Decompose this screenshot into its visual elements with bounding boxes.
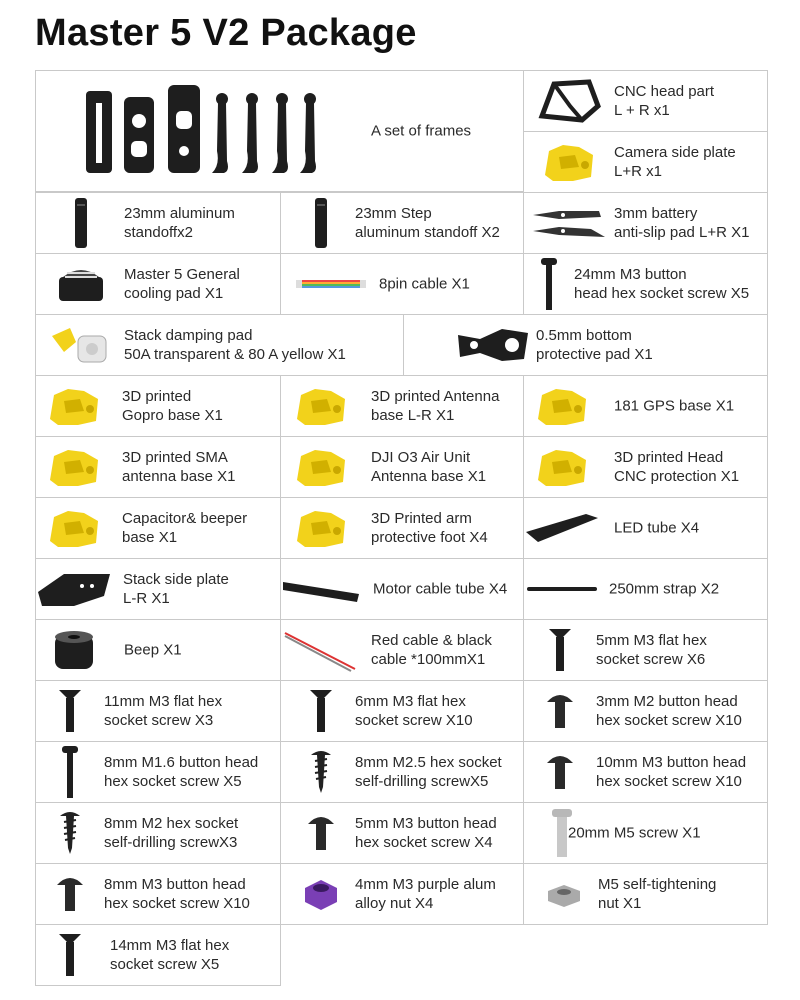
item-label <box>124 265 240 303</box>
item-label-line: cable *100mmX1 <box>371 651 486 668</box>
package-item <box>280 375 524 437</box>
item-label <box>371 509 488 547</box>
wires-icon <box>281 620 361 680</box>
package-item <box>523 131 768 193</box>
package-item <box>280 863 524 925</box>
package-item <box>35 253 281 315</box>
item-label-line: protective foot X4 <box>371 529 488 546</box>
item-label-line: 3D printed Head <box>614 449 724 466</box>
item-label-line: Stack damping pad <box>124 327 253 344</box>
flat-screw-icon <box>547 620 573 680</box>
item-label <box>598 875 716 913</box>
side-plate-icon <box>34 559 114 619</box>
item-label-line: Capacitor& beeper <box>122 510 248 527</box>
item-label <box>122 448 235 486</box>
item-label <box>596 692 742 730</box>
item-label-line: 8mm M2.5 hex socket <box>355 754 502 771</box>
item-label-line: self-drilling screwX5 <box>355 773 489 790</box>
package-item <box>523 192 768 254</box>
silver-nut-icon <box>544 864 584 924</box>
item-label-line: L + R x1 <box>614 102 670 119</box>
page-title: Master 5 V2 Package <box>35 12 417 54</box>
item-label <box>379 275 470 294</box>
package-item <box>523 558 768 620</box>
item-label <box>614 448 739 486</box>
button-screw-icon <box>55 864 85 924</box>
package-item <box>35 802 281 864</box>
package-item <box>35 741 281 803</box>
package-item <box>523 436 768 498</box>
drill-screw-icon <box>58 803 82 863</box>
standoff-icon <box>311 193 331 253</box>
item-label-line: Motor cable tube X4 <box>373 580 508 598</box>
item-label-line: 3mm M2 button head <box>596 693 738 710</box>
item-label-line: LED tube X4 <box>614 519 700 537</box>
cnc-head-icon <box>534 71 604 131</box>
item-label-line: 8mm M2 hex socket <box>104 815 239 832</box>
item-label <box>371 631 492 669</box>
item-label-line: L+R x1 <box>614 163 662 180</box>
package-item <box>280 497 524 559</box>
item-label-line: head hex socket screw X5 <box>574 285 750 302</box>
item-label <box>371 122 471 141</box>
long-screw-icon <box>539 254 559 314</box>
item-label <box>371 387 499 425</box>
item-label-line: hex socket screw X10 <box>596 712 742 729</box>
package-item <box>523 497 768 559</box>
item-label-line: hex socket screw X10 <box>104 895 250 912</box>
item-label <box>355 875 496 913</box>
item-label <box>574 265 749 303</box>
package-item <box>280 253 524 315</box>
item-label-line: self-drilling screwX3 <box>104 834 238 851</box>
package-item <box>35 497 281 559</box>
item-label <box>123 570 229 608</box>
item-label-line: Stack side plate <box>123 571 229 588</box>
item-label-line: antenna base X1 <box>122 468 236 485</box>
package-item <box>523 70 768 132</box>
item-label <box>124 204 235 242</box>
package-item <box>35 314 404 376</box>
button-screw-icon <box>545 742 575 802</box>
item-label <box>609 580 719 599</box>
package-item <box>280 802 524 864</box>
package-item <box>35 924 281 986</box>
drill-screw-icon <box>309 742 333 802</box>
package-item <box>280 619 524 681</box>
item-label-line: 5mm M3 flat hex <box>596 632 707 649</box>
item-label <box>614 397 734 416</box>
item-label <box>104 753 258 791</box>
beeper-icon <box>49 620 99 680</box>
package-item <box>35 375 281 437</box>
item-label <box>355 814 497 852</box>
item-label <box>373 580 507 599</box>
item-label-line: 4mm M3 purple alum <box>355 876 496 893</box>
item-label-line: DJI O3 Air Unit <box>371 449 471 466</box>
item-label-line: socket screw X5 <box>110 956 220 973</box>
item-label-line: 3D printed Antenna <box>371 388 500 405</box>
yellow-part-icon <box>291 376 351 436</box>
yellow-part-icon <box>532 376 592 436</box>
item-label-line: 8mm M1.6 button head <box>104 754 259 771</box>
yellow-part-icon <box>291 437 351 497</box>
package-item <box>523 680 768 742</box>
item-label <box>355 753 502 791</box>
package-item <box>35 558 281 620</box>
package-item <box>523 741 768 803</box>
item-label-line: Master 5 General <box>124 266 240 283</box>
item-label-line: anti-slip pad L+R X1 <box>614 224 750 241</box>
item-label <box>371 448 486 486</box>
item-label-line: 11mm M3 flat hex <box>104 693 223 710</box>
item-label <box>124 641 182 660</box>
package-item <box>35 192 281 254</box>
frames-icon <box>76 71 356 191</box>
item-label <box>355 204 500 242</box>
item-label-line: standoffx2 <box>124 224 193 241</box>
package-item <box>35 619 281 681</box>
package-item <box>280 680 524 742</box>
flat-screw-icon <box>308 681 334 741</box>
package-item <box>280 741 524 803</box>
package-item <box>35 70 524 192</box>
item-label-line: Camera side plate <box>614 144 736 161</box>
bottom-pad-icon <box>454 315 534 375</box>
item-label <box>614 82 714 120</box>
item-label <box>568 824 701 843</box>
strap-icon <box>527 559 597 619</box>
package-item <box>523 863 768 925</box>
item-label-line: hex socket screw X4 <box>355 834 493 851</box>
item-label-line: 10mm M3 button head <box>596 754 747 771</box>
item-label-line: 6mm M3 flat hex <box>355 693 466 710</box>
yellow-part-icon <box>539 132 599 192</box>
flat-screw-icon <box>57 925 83 985</box>
item-label-line: 3mm battery <box>614 205 698 222</box>
motor-tube-icon <box>281 559 361 619</box>
package-item <box>280 192 524 254</box>
item-label-line: CNC protection X1 <box>614 468 740 485</box>
button-screw-icon <box>306 803 336 863</box>
item-label-line: aluminum standoff X2 <box>355 224 500 241</box>
package-item <box>35 436 281 498</box>
item-label-line: 5mm M3 button head <box>355 815 497 832</box>
item-label-line: 3D printed SMA <box>122 449 228 466</box>
long-screw-icon <box>60 742 80 802</box>
item-label-line: cooling pad X1 <box>124 285 224 302</box>
package-item <box>403 314 768 376</box>
yellow-part-icon <box>44 498 104 558</box>
yellow-part-icon <box>44 437 104 497</box>
item-label <box>122 387 223 425</box>
package-item <box>523 802 768 864</box>
item-label-line: M5 self-tightening <box>598 876 717 893</box>
cable-icon <box>296 254 366 314</box>
cooling-pad-icon <box>53 254 109 314</box>
item-label <box>596 753 746 791</box>
item-label-line: A set of frames <box>371 122 472 140</box>
item-label <box>124 326 346 364</box>
item-label-line: base L-R X1 <box>371 407 455 424</box>
item-label <box>536 326 653 364</box>
item-label-line: 3D Printed arm <box>371 510 472 527</box>
item-label-line: 0.5mm bottom <box>536 327 632 344</box>
item-label-line: CNC head part <box>614 83 715 100</box>
yellow-part-icon <box>532 437 592 497</box>
item-label-line: 23mm Step <box>355 205 432 222</box>
item-label <box>614 204 750 242</box>
item-label <box>104 692 222 730</box>
package-item <box>523 375 768 437</box>
item-label-line: Red cable & black <box>371 632 492 649</box>
package-item <box>35 680 281 742</box>
item-label <box>104 875 250 913</box>
item-label-line: nut X1 <box>598 895 642 912</box>
item-label-line: 24mm M3 button <box>574 266 687 283</box>
damping-pad-icon <box>46 315 116 375</box>
item-label-line: L-R X1 <box>123 590 170 607</box>
item-label-line: 20mm M5 screw X1 <box>568 824 701 842</box>
item-label-line: 8pin cable X1 <box>379 275 470 293</box>
item-label-line: alloy nut X4 <box>355 895 434 912</box>
button-screw-icon <box>545 681 575 741</box>
yellow-part-icon <box>44 376 104 436</box>
item-label-line: protective pad X1 <box>536 346 653 363</box>
item-label-line: hex socket screw X10 <box>596 773 742 790</box>
item-label <box>122 509 247 547</box>
item-label-line: socket screw X3 <box>104 712 214 729</box>
item-label <box>355 692 473 730</box>
item-label-line: socket screw X6 <box>596 651 706 668</box>
item-label-line: Gopro base X1 <box>122 407 223 424</box>
item-label <box>104 814 238 852</box>
item-label-line: hex socket screw X5 <box>104 773 242 790</box>
item-label-line: 250mm strap X2 <box>609 580 720 598</box>
flat-screw-icon <box>57 681 83 741</box>
item-label-line: 23mm aluminum <box>124 205 235 222</box>
item-label-line: 8mm M3 button head <box>104 876 246 893</box>
item-label <box>596 631 707 669</box>
item-label-line: 50A transparent & 80 A yellow X1 <box>124 346 346 363</box>
package-item <box>280 436 524 498</box>
item-label-line: 3D printed <box>122 388 192 405</box>
standoff-icon <box>71 193 91 253</box>
battery-pad-icon <box>529 193 609 253</box>
item-label-line: Antenna base X1 <box>371 468 487 485</box>
item-label-line: 14mm M3 flat hex <box>110 937 230 954</box>
purple-nut-icon <box>299 864 343 924</box>
yellow-part-icon <box>291 498 351 558</box>
package-item <box>523 619 768 681</box>
item-label-line: Beep X1 <box>124 641 182 659</box>
item-label <box>614 143 736 181</box>
package-item <box>280 558 524 620</box>
package-item <box>523 253 768 315</box>
item-label-line: 181 GPS base X1 <box>614 397 735 415</box>
item-label-line: base X1 <box>122 529 178 546</box>
item-label-line: socket screw X10 <box>355 712 473 729</box>
item-label <box>614 519 699 538</box>
package-item <box>35 863 281 925</box>
item-label <box>110 936 229 974</box>
led-tube-icon <box>522 498 602 558</box>
